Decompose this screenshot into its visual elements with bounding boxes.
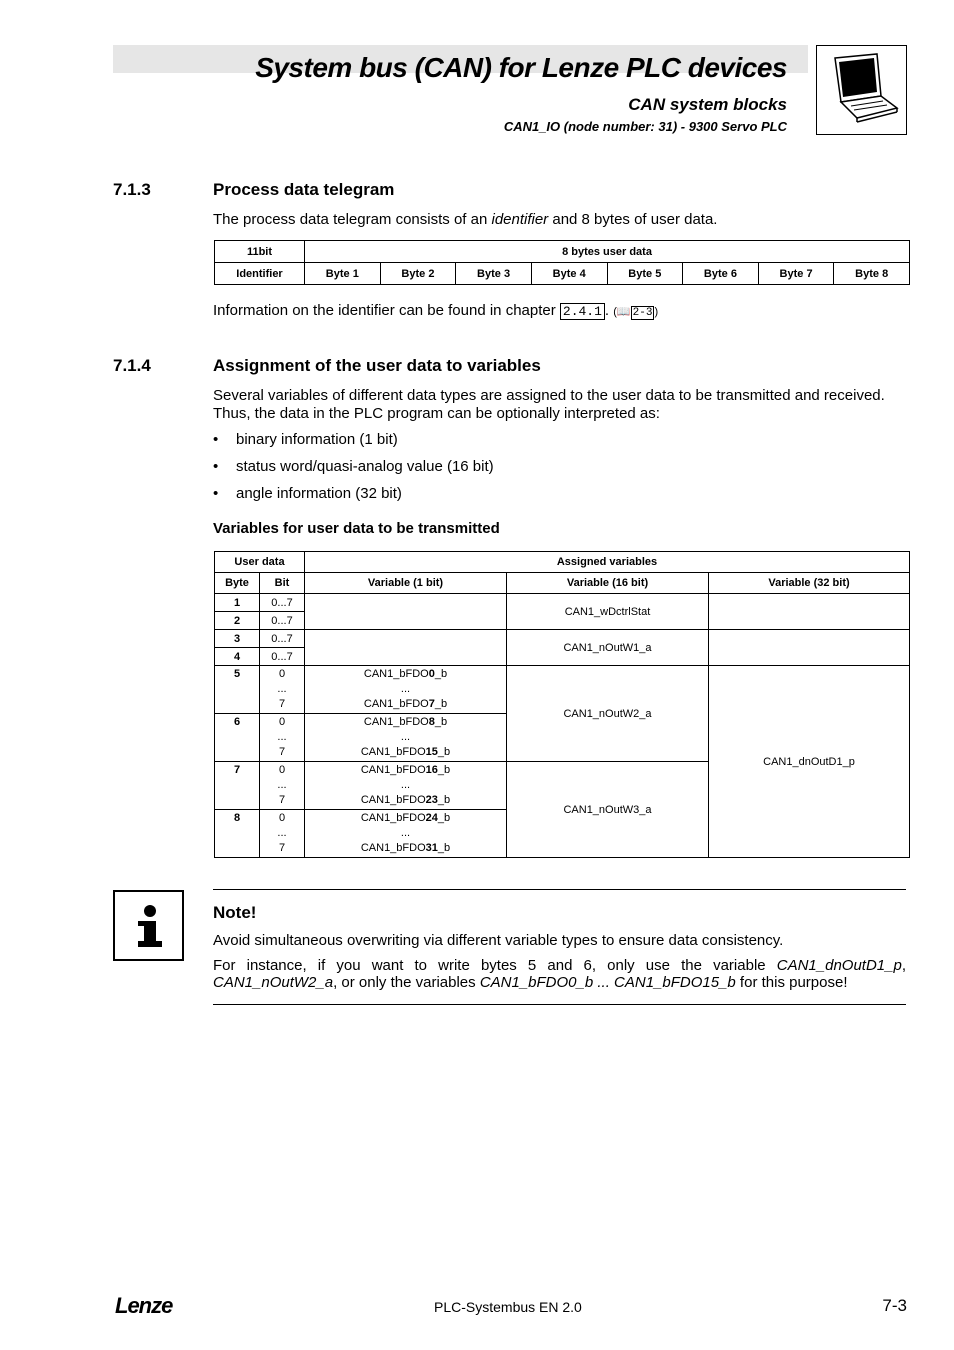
table-cell: Byte 4 <box>531 263 607 285</box>
section-number: 7.1.4 <box>113 356 151 375</box>
table-header: User data <box>215 552 305 573</box>
byte-cell: 4 <box>215 648 260 666</box>
byte-cell: 8 <box>215 810 260 858</box>
section-title: Process data telegram <box>213 180 395 199</box>
bit-cell: 0 ... 7 <box>260 810 305 858</box>
byte-cell: 5 <box>215 666 260 714</box>
table-cell: Byte 2 <box>380 263 456 285</box>
table-header: Variable (1 bit) <box>305 573 507 594</box>
table-header: 11bit <box>215 241 305 263</box>
section-paragraph: Several variables of different data types are assigned to the user data to be transmitted and received. Thus, the data in the PLC program can be optionally interpreted as: <box>213 387 885 422</box>
laptop-icon <box>816 45 907 135</box>
byte-cell: 3 <box>215 630 260 648</box>
bit-cell: 0...7 <box>260 648 305 666</box>
byte-cell: 7 <box>215 762 260 810</box>
bit-cell: 0 ... 7 <box>260 666 305 714</box>
v1-cell: CAN1_bFDO8_b ... CAN1_bFDO15_b <box>305 714 507 762</box>
footer-document: PLC-Systembus EN 2.0 <box>434 1299 582 1315</box>
section-number: 7.1.3 <box>113 180 151 199</box>
table-cell: Byte 1 <box>305 263 381 285</box>
table-caption: Variables for user data to be transmitted <box>213 520 500 537</box>
info-icon <box>113 890 184 961</box>
table-cell: Identifier <box>215 263 305 285</box>
table-header: Bit <box>260 573 305 594</box>
note-bottom-rule <box>213 1004 906 1005</box>
chapter-subtitle: CAN system blocks <box>628 95 787 114</box>
section-intro: The process data telegram consists of an identifier and 8 bytes of user data. <box>213 211 718 228</box>
note-top-rule <box>213 889 906 890</box>
v1-cell: CAN1_bFDO16_b ... CAN1_bFDO23_b <box>305 762 507 810</box>
table-cell: Byte 5 <box>607 263 683 285</box>
v32-cell <box>709 594 910 630</box>
list-item: • binary information (1 bit) <box>213 431 398 448</box>
variables-table <box>214 551 910 858</box>
v1-cell <box>305 594 507 630</box>
bit-cell: 0...7 <box>260 612 305 630</box>
table-cell: Byte 8 <box>834 263 910 285</box>
section-subtitle: CAN1_IO (node number: 31) - 9300 Servo PLC <box>503 119 787 134</box>
table-cell: Byte 7 <box>758 263 834 285</box>
page-number: 7-3 <box>882 1296 907 1315</box>
table-header: Variable (16 bit) <box>507 573 709 594</box>
telegram-table <box>214 240 910 285</box>
bit-cell: 0 ... 7 <box>260 714 305 762</box>
v1-cell <box>305 630 507 666</box>
page-reference: (📖 2-3 ) <box>613 306 659 319</box>
list-item: • status word/quasi-analog value (16 bit) <box>213 458 494 475</box>
v16-cell: CAN1_nOutW1_a <box>507 630 709 666</box>
v16-cell: CAN1_nOutW2_a <box>507 666 709 762</box>
page-title: System bus (CAN) for Lenze PLC devices <box>255 52 787 83</box>
page-link[interactable]: 2-3 <box>632 307 653 319</box>
bit-cell: 0...7 <box>260 594 305 612</box>
table-header: 8 bytes user data <box>305 241 910 263</box>
list-item: • angle information (32 bit) <box>213 485 402 502</box>
table-cell: Byte 6 <box>683 263 759 285</box>
note-title: Note! <box>213 903 257 922</box>
section-title: Assignment of the user data to variables <box>213 356 541 375</box>
v16-cell: CAN1_wDctrlStat <box>507 594 709 630</box>
bit-cell: 0 ... 7 <box>260 762 305 810</box>
chapter-link[interactable]: 2.4.1 <box>560 303 605 320</box>
v16-cell: CAN1_nOutW3_a <box>507 762 709 858</box>
table-header: Variable (32 bit) <box>709 573 910 594</box>
v32-cell <box>709 630 910 666</box>
table-cell: Byte 3 <box>456 263 532 285</box>
note-paragraph: For instance, if you want to write bytes 5 and 6, only use the variable CAN1_dnOutD1_p, CAN1_nOutW2_a, or only the variables CAN1_bFDO0_b ... CAN1_bFDO15_b for this purpose! <box>213 957 906 991</box>
v1-cell: CAN1_bFDO24_b ... CAN1_bFDO31_b <box>305 810 507 858</box>
identifier-info: Information on the identifier can be found in chapter 2.4.1 . (📖 2-3 ) <box>213 302 659 319</box>
v32-cell: CAN1_dnOutD1_p <box>709 666 910 858</box>
byte-cell: 1 <box>215 594 260 612</box>
identifier-term: identifier <box>491 211 549 228</box>
bit-cell: 0...7 <box>260 630 305 648</box>
byte-cell: 6 <box>215 714 260 762</box>
table-header: Assigned variables <box>305 552 910 573</box>
byte-cell: 2 <box>215 612 260 630</box>
book-icon: 📖 <box>616 306 631 318</box>
v1-cell: CAN1_bFDO0_b ... CAN1_bFDO7_b <box>305 666 507 714</box>
table-header: Byte <box>215 573 260 594</box>
lenze-logo: Lenze <box>115 1293 173 1318</box>
note-line: Avoid simultaneous overwriting via different variable types to ensure data consistency. <box>213 932 784 949</box>
